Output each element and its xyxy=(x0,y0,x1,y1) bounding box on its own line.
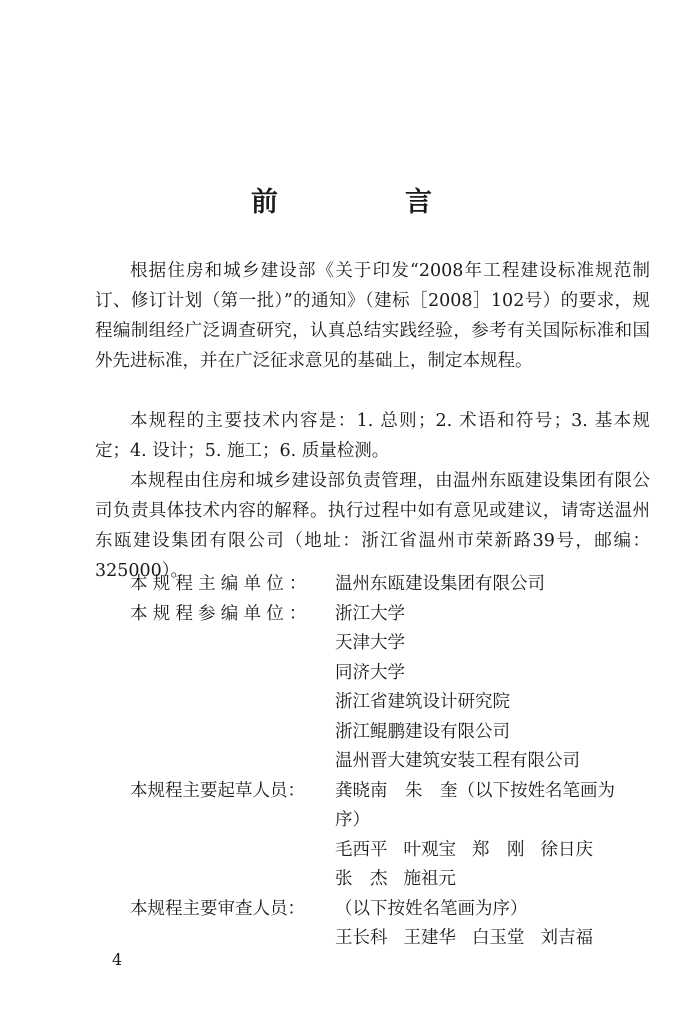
drafters-names-row xyxy=(335,865,650,895)
chief-editor-row xyxy=(130,570,650,600)
drafter-name: 毛西平 xyxy=(335,839,388,860)
reviewer-name: 王长科 xyxy=(335,928,388,948)
credits-section xyxy=(130,570,650,954)
paragraph-text: 本规程由住房和城乡建设部负责管理，由温州东瓯建设集团有限公司负责具体技术内容的解释。执行过程中如有意见或建议，请寄送温州东瓯建设集团有限公司（地址：浙江省温州市荣新路39号，邮编：325000）。 xyxy=(95,471,650,581)
reviewer-name: 王建华 xyxy=(403,928,456,948)
participating-unit: 天津大学 xyxy=(335,633,405,653)
reviewers-values xyxy=(335,895,650,954)
reviewer-name: 刘吉福 xyxy=(540,928,593,948)
participating-unit: 同济大学 xyxy=(335,662,405,683)
drafter-name: 徐日庆 xyxy=(540,839,593,860)
drafters-first-line: 龚晓南 朱 奎（以下按姓名笔画为 xyxy=(335,780,615,801)
reviewers-names-row xyxy=(335,924,650,954)
page-title: 前 言 xyxy=(251,187,482,218)
paragraph-text: 本规程的主要技术内容是：1. 总则；2. 术语和符号；3. 基本规定；4. 设计；5. 施工；6. 质量检测。 xyxy=(95,411,650,461)
participating-unit: 温州晋大建筑安装工程有限公司 xyxy=(335,751,580,771)
drafter-name: 叶观宝 xyxy=(403,839,456,860)
paragraph-management xyxy=(95,466,650,586)
participating-units-row xyxy=(130,600,650,777)
paragraph-text: 根据住房和城乡建设部《关于印发“2008年工程建设标准规范制订、修订计划（第一批）”的通知》（建标［2008］102号）的要求，规程编制组经广泛调查研究，认真总结实践经验，参考有关国际标准和国外先进标准，并在广泛征求意见的基础上，制定本规程。 xyxy=(95,261,650,371)
reviewers-label: 本规程主要审查人员： xyxy=(130,898,305,919)
drafters-first-line-cont: 序） xyxy=(335,810,370,830)
drafter-name: 施祖元 xyxy=(403,869,456,889)
drafters-names-row xyxy=(335,836,650,866)
reviewer-name: 白玉堂 xyxy=(472,928,525,948)
page-number: 4 xyxy=(112,950,123,969)
reviewers-first-line: （以下按姓名笔画为序） xyxy=(335,898,528,919)
drafters-values xyxy=(335,777,650,895)
paragraph-basis xyxy=(95,256,650,376)
drafter-name: 张 杰 xyxy=(335,869,388,889)
participating-units-label: 本规程参编单位： xyxy=(130,603,312,624)
reviewers-row xyxy=(130,895,650,954)
participating-unit: 浙江省建筑设计研究院 xyxy=(335,692,510,712)
participating-unit: 浙江大学 xyxy=(335,603,405,624)
chief-editor-values xyxy=(335,570,650,600)
participating-unit: 浙江鲲鹏建设有限公司 xyxy=(335,721,510,742)
chief-editor-unit: 温州东瓯建设集团有限公司 xyxy=(335,574,545,594)
drafters-label: 本规程主要起草人员： xyxy=(130,780,305,801)
chief-editor-label: 本规程主编单位： xyxy=(130,574,312,594)
drafters-row xyxy=(130,777,650,895)
paragraph-main-content xyxy=(95,406,650,466)
participating-units-values xyxy=(335,600,650,777)
drafter-name: 郑 刚 xyxy=(472,839,525,860)
